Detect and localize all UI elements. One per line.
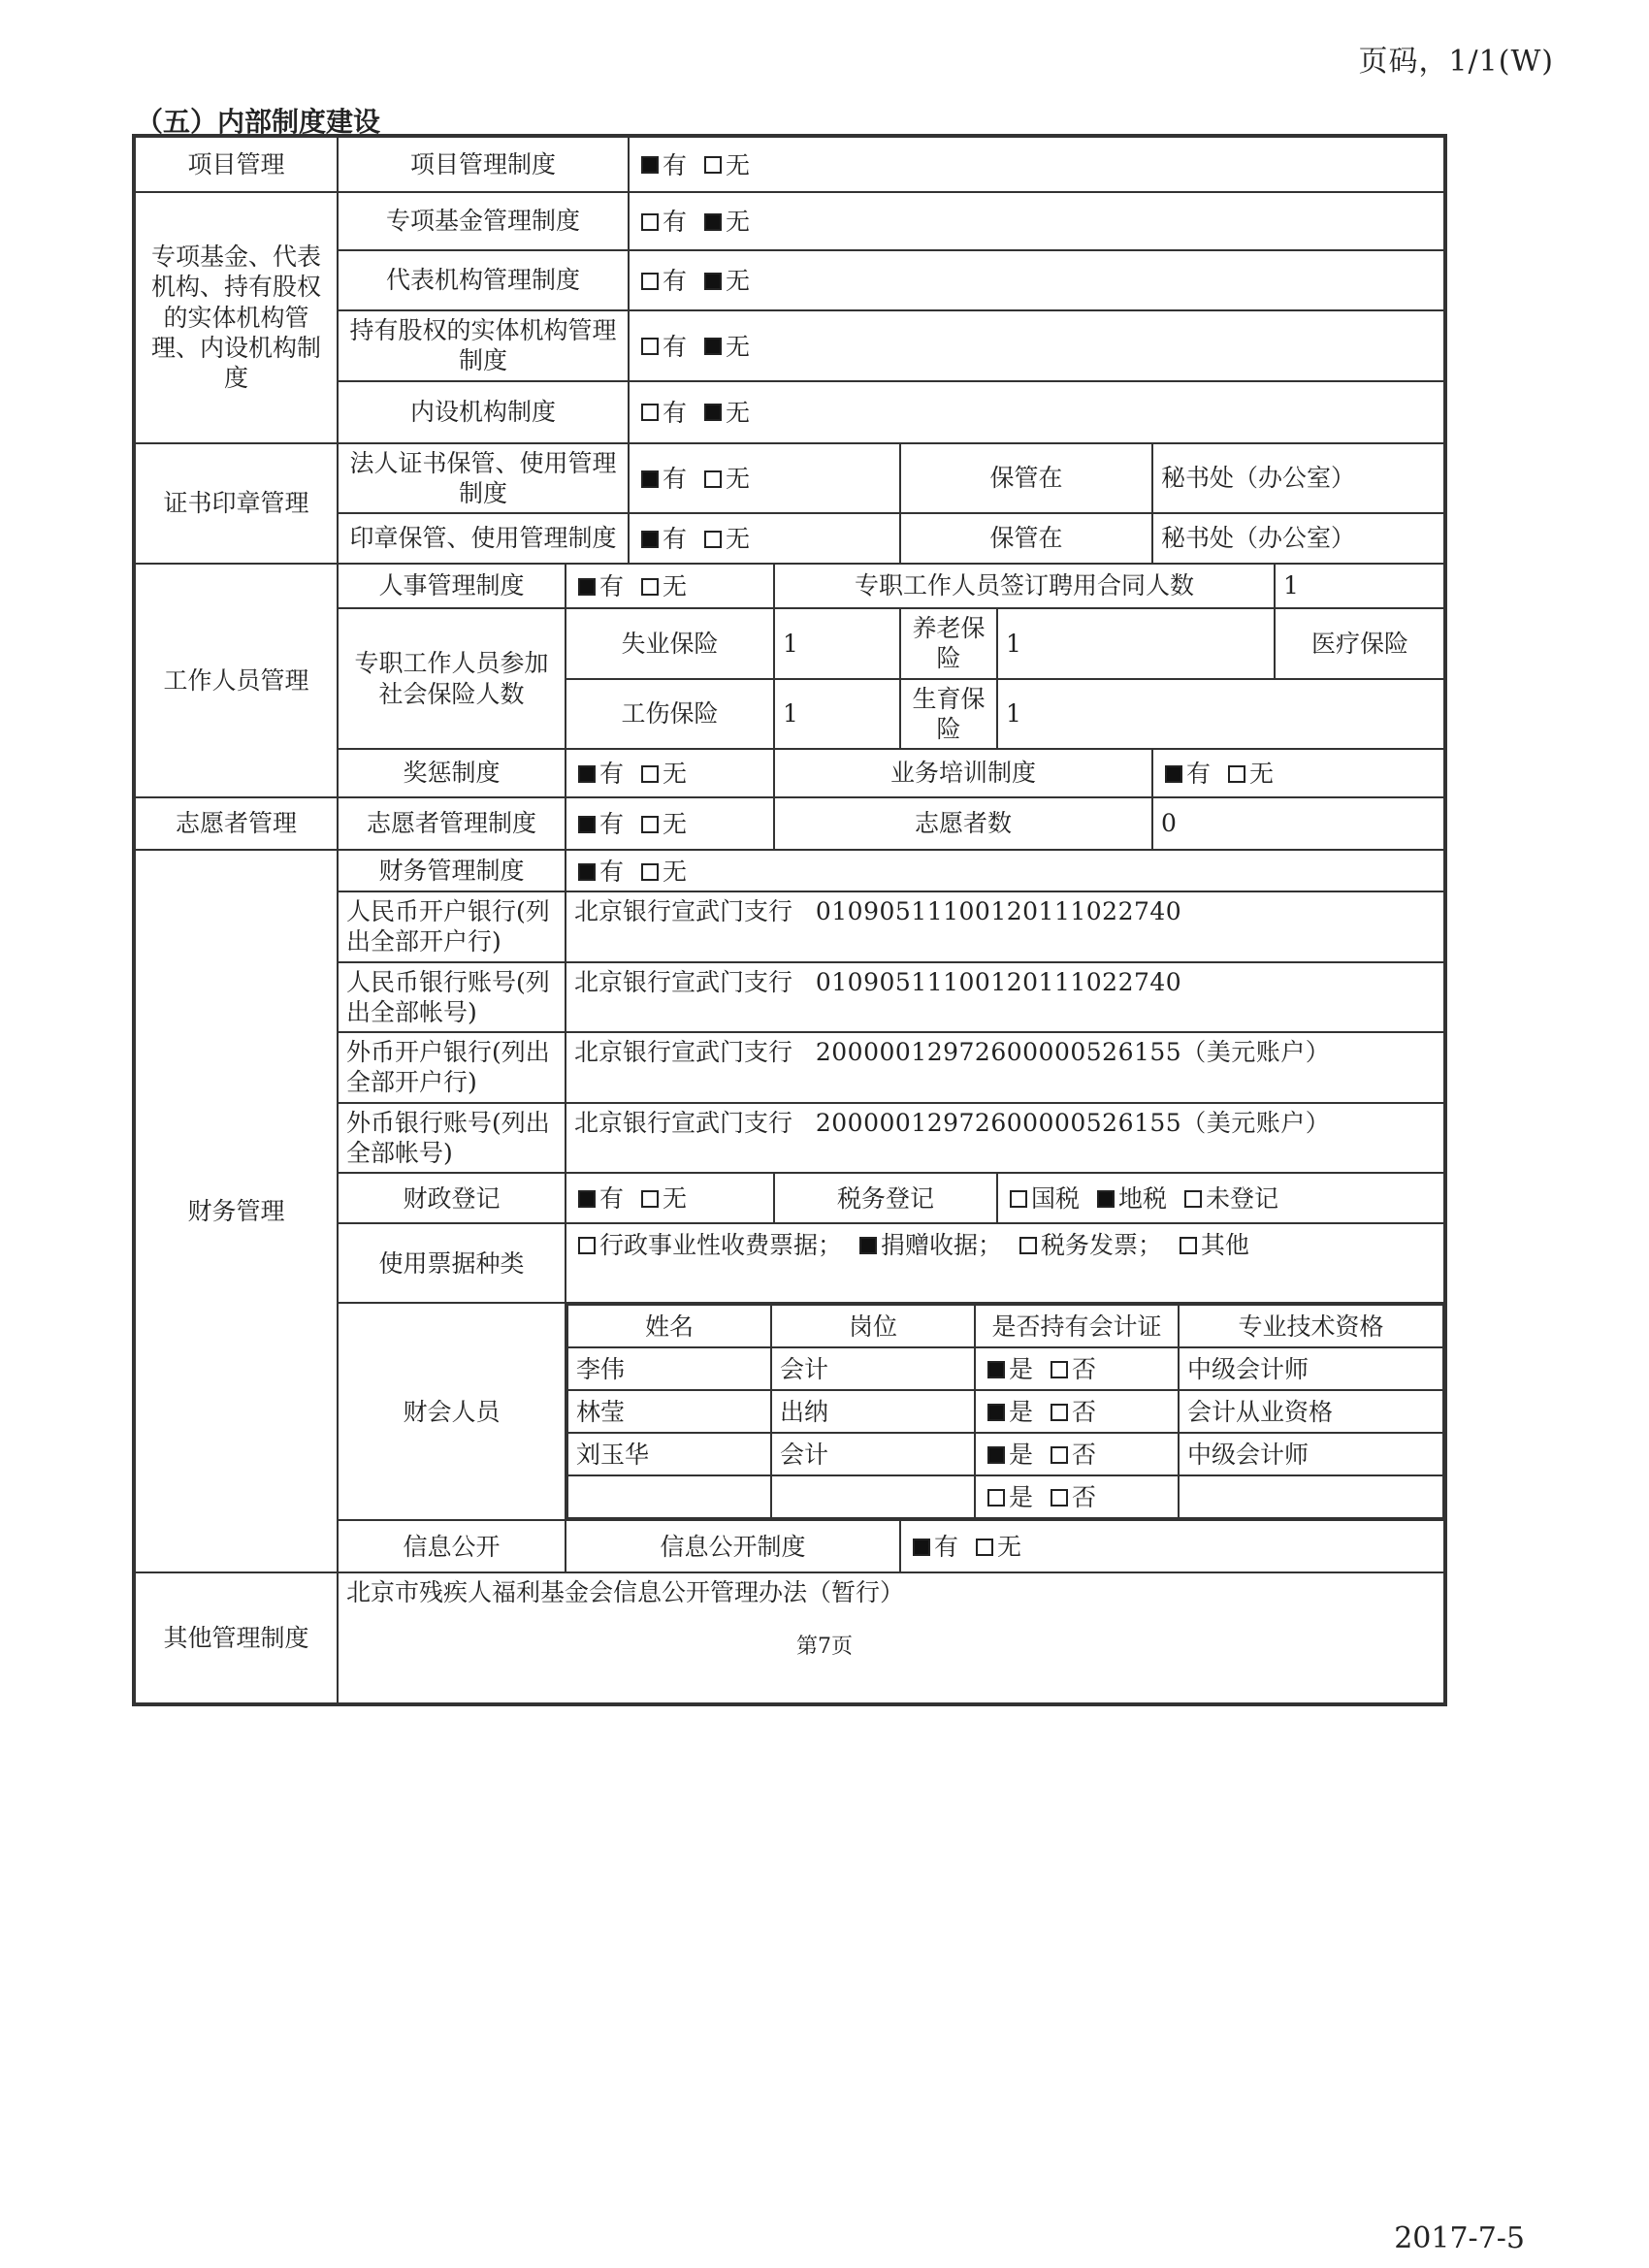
checkbox-no[interactable] [641, 1190, 659, 1208]
checkbox-no[interactable] [704, 338, 722, 355]
checkbox-yes[interactable] [641, 338, 659, 355]
yn-personnel: 有 无 [566, 564, 774, 608]
page-number: 第7页 [796, 1635, 853, 1659]
checkbox-no[interactable] [641, 863, 659, 881]
col-header-post: 岗位 [771, 1305, 975, 1347]
finance-system-label: 财务管理制度 [338, 850, 566, 891]
yn-representative: 有 无 [629, 250, 1445, 310]
unemployment-label: 失业保险 [566, 608, 774, 679]
checkbox-unregistered[interactable] [1184, 1190, 1202, 1208]
checkbox-other[interactable] [1180, 1237, 1197, 1254]
fx-acct-value: 北京银行宣武门支行 20000012972600000526155（美元账户） [566, 1103, 1445, 1174]
checkbox-yes[interactable] [987, 1404, 1005, 1421]
item-volunteer: 志愿者管理制度 [338, 797, 566, 850]
yn-internal-org: 有 无 [629, 381, 1445, 443]
accountant-name: 李伟 [567, 1347, 771, 1390]
maternity-count: 1 [997, 679, 1445, 750]
seal-location: 秘书处（办公室） [1152, 513, 1445, 564]
col-header-cert: 是否持有会计证 [975, 1305, 1179, 1347]
maternity-label: 生育保险 [900, 679, 997, 750]
col-header-qual: 专业技术资格 [1179, 1305, 1443, 1347]
injury-label: 工伤保险 [566, 679, 774, 750]
checkbox-yes[interactable] [1165, 765, 1182, 783]
checkbox-no[interactable] [1228, 765, 1245, 783]
checkbox-no[interactable] [704, 273, 722, 290]
accountant-qual [1179, 1475, 1443, 1518]
pension-count: 1 [997, 608, 1275, 679]
checkbox-yes[interactable] [987, 1361, 1005, 1378]
checkbox-yes[interactable] [641, 404, 659, 421]
checkbox-yes[interactable] [641, 531, 659, 548]
checkbox-no[interactable] [1051, 1404, 1068, 1421]
checkbox-tax-invoice[interactable] [1019, 1237, 1037, 1254]
checkbox-no[interactable] [641, 578, 659, 596]
volunteer-count-label: 志愿者数 [774, 797, 1152, 850]
fx-acct-label: 外币银行账号(列出全部帐号) [338, 1103, 566, 1174]
checkbox-yes[interactable] [578, 863, 596, 881]
checkbox-no[interactable] [704, 404, 722, 421]
category-finance: 财务管理 [134, 850, 338, 1572]
checkbox-local-tax[interactable] [1097, 1190, 1115, 1208]
medical-label: 医疗保险 [1275, 608, 1445, 679]
accountant-name: 刘玉华 [567, 1433, 771, 1475]
rmb-acct-label: 人民币银行账号(列出全部帐号) [338, 962, 566, 1033]
checkbox-no[interactable] [1051, 1489, 1068, 1507]
checkbox-no[interactable] [1051, 1361, 1068, 1378]
item-equity-entity: 持有股权的实体机构管理制度 [338, 310, 629, 381]
rmb-bank-label: 人民币开户银行(列出全部开户行) [338, 891, 566, 962]
internal-system-table [132, 134, 1447, 1706]
accountants-table-cell [566, 1303, 1445, 1520]
category-seal: 证书印章管理 [134, 443, 338, 565]
category-special: 专项基金、代表机构、持有股权的实体机构管理、内设机构制度 [134, 192, 338, 443]
volunteer-count: 0 [1152, 797, 1445, 850]
item-info: 信息公开制度 [566, 1520, 900, 1572]
item-special-fund: 专项基金管理制度 [338, 192, 629, 250]
col-header-name: 姓名 [567, 1305, 771, 1347]
accountant-post [771, 1475, 975, 1518]
checkbox-no[interactable] [704, 156, 722, 174]
accountant-qual: 中级会计师 [1179, 1433, 1443, 1475]
category-volunteer: 志愿者管理 [134, 797, 338, 850]
checkbox-no[interactable] [641, 816, 659, 833]
injury-count: 1 [774, 679, 900, 750]
checkbox-national-tax[interactable] [1010, 1190, 1027, 1208]
item-project-system: 项目管理制度 [338, 136, 629, 192]
accountant-cert: 是 否 [975, 1433, 1179, 1475]
checkbox-yes[interactable] [641, 470, 659, 488]
checkbox-no[interactable] [704, 213, 722, 231]
kept-at-label: 保管在 [900, 513, 1152, 564]
accountant-name [567, 1475, 771, 1518]
contract-label: 专职工作人员签订聘用合同人数 [774, 564, 1275, 608]
table-row [567, 1347, 1443, 1390]
reward-label: 奖惩制度 [338, 749, 566, 797]
receipt-label: 使用票据种类 [338, 1223, 566, 1303]
accountant-cert: 是 否 [975, 1347, 1179, 1390]
checkbox-yes[interactable] [578, 578, 596, 596]
checkbox-admin-fee[interactable] [578, 1237, 596, 1254]
training-label: 业务培训制度 [774, 749, 1152, 797]
fx-bank-label: 外币开户银行(列出全部开户行) [338, 1032, 566, 1103]
accountant-cert: 是 否 [975, 1475, 1179, 1518]
table-row [567, 1475, 1443, 1518]
page-code: 页码，1/1(W) [1358, 45, 1554, 79]
yn-volunteer: 有 无 [566, 797, 774, 850]
insurance-label: 专职工作人员参加社会保险人数 [338, 608, 566, 749]
item-internal-org: 内设机构制度 [338, 381, 629, 443]
yn-info: 有 无 [900, 1520, 1445, 1572]
checkbox-yes[interactable] [641, 213, 659, 231]
checkbox-yes[interactable] [913, 1539, 930, 1556]
yn-project: 有 无 [629, 136, 1445, 192]
yn-seal-custody: 有 无 [629, 513, 900, 564]
accountant-post: 会计 [771, 1433, 975, 1475]
checkbox-yes[interactable] [641, 273, 659, 290]
kept-at-label: 保管在 [900, 443, 1152, 514]
checkbox-yes[interactable] [578, 816, 596, 833]
accountant-name: 林莹 [567, 1390, 771, 1433]
pension-label: 养老保险 [900, 608, 997, 679]
item-personnel: 人事管理制度 [338, 564, 566, 608]
checkbox-donation[interactable] [859, 1237, 877, 1254]
table-row [567, 1433, 1443, 1475]
checkbox-yes[interactable] [987, 1446, 1005, 1464]
fiscal-label: 财政登记 [338, 1173, 566, 1223]
yn-reward: 有 无 [566, 749, 774, 797]
contract-count: 1 [1275, 564, 1445, 608]
yn-cert-custody: 有 无 [629, 443, 900, 514]
receipt-options: 行政事业性收费票据； 捐赠收据； 税务发票； 其他 [566, 1223, 1445, 1303]
section-title: （五）内部制度建设 [136, 106, 381, 138]
item-representative: 代表机构管理制度 [338, 250, 629, 310]
item-cert-custody: 法人证书保管、使用管理制度 [338, 443, 629, 514]
rmb-acct-value: 北京银行宣武门支行 01090511100120111022740 [566, 962, 1445, 1033]
rmb-bank-value: 北京银行宣武门支行 01090511100120111022740 [566, 891, 1445, 962]
checkbox-yes[interactable] [641, 156, 659, 174]
checkbox-no[interactable] [704, 531, 722, 548]
yn-fiscal: 有 无 [566, 1173, 774, 1223]
fx-bank-value: 北京银行宣武门支行 20000012972600000526155（美元账户） [566, 1032, 1445, 1103]
accountants-table [566, 1304, 1444, 1519]
item-seal-custody: 印章保管、使用管理制度 [338, 513, 629, 564]
accountant-post: 会计 [771, 1347, 975, 1390]
document-date: 2017-7-5 [1394, 2221, 1525, 2255]
checkbox-no[interactable] [976, 1539, 993, 1556]
yn-special-fund: 有 无 [629, 192, 1445, 250]
category-other: 其他管理制度 [134, 1572, 338, 1704]
yn-equity-entity: 有 无 [629, 310, 1445, 381]
tax-options: 国税 地税 未登记 [997, 1173, 1445, 1223]
category-staff: 工作人员管理 [134, 564, 338, 797]
accountant-post: 出纳 [771, 1390, 975, 1433]
yn-training: 有 无 [1152, 749, 1445, 797]
category-project: 项目管理 [134, 136, 338, 192]
yn-finance-system: 有 无 [566, 850, 1445, 891]
tax-label: 税务登记 [774, 1173, 997, 1223]
checkbox-no[interactable] [1051, 1446, 1068, 1464]
checkbox-no[interactable] [641, 765, 659, 783]
accountant-qual: 中级会计师 [1179, 1347, 1443, 1390]
accountant-qual: 会计从业资格 [1179, 1390, 1443, 1433]
table-row [567, 1390, 1443, 1433]
checkbox-yes[interactable] [578, 1190, 596, 1208]
checkbox-yes[interactable] [578, 765, 596, 783]
category-info: 信息公开 [338, 1520, 566, 1572]
checkbox-yes[interactable] [987, 1489, 1005, 1507]
accountants-label: 财会人员 [338, 1303, 566, 1520]
cert-location: 秘书处（办公室） [1152, 443, 1445, 514]
accountant-cert: 是 否 [975, 1390, 1179, 1433]
unemployment-count: 1 [774, 608, 900, 679]
checkbox-no[interactable] [704, 470, 722, 488]
other-content: 北京市残疾人福利基金会信息公开管理办法（暂行） [338, 1572, 1445, 1704]
